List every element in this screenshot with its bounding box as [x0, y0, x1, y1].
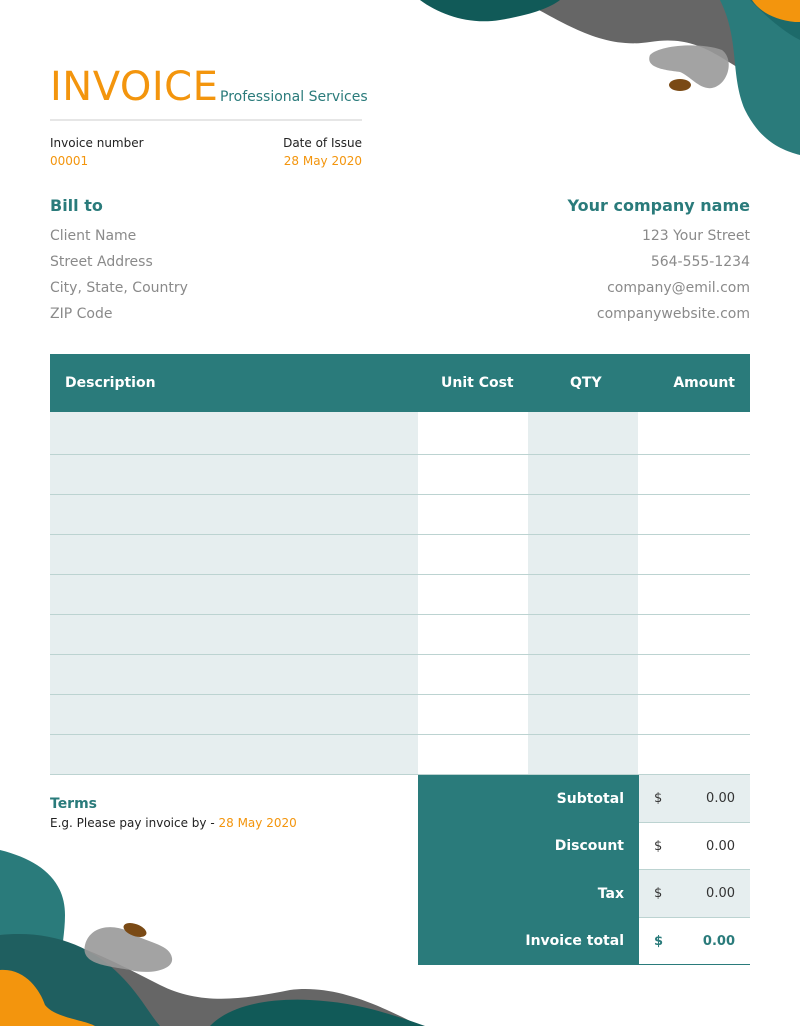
tax-currency: $ [654, 886, 663, 901]
tax-value-cell [639, 870, 750, 917]
bill-to-zip-code: ZIP Code [50, 306, 113, 322]
bill-to-client-name: Client Name [50, 228, 137, 244]
invoice-total-currency: $ [654, 934, 664, 949]
decorative-blobs-top [400, 0, 800, 160]
tax-label: Tax [597, 886, 624, 902]
table-row-divider [50, 454, 750, 455]
company-name-heading: Your company name [567, 196, 750, 215]
tax-value: 0.00 [706, 886, 735, 901]
totals-labels-panel [418, 775, 639, 965]
date-of-issue-value: 28 May 2020 [283, 154, 362, 168]
qty-column-shade [528, 412, 638, 774]
items-table-header [50, 354, 750, 412]
table-row-divider [50, 614, 750, 615]
invoice-total-label: Invoice total [525, 933, 624, 949]
decorative-blobs-bottom [0, 830, 440, 1026]
table-row-divider [50, 654, 750, 655]
discount-value: 0.00 [706, 839, 735, 854]
bill-to-street-address: Street Address [50, 254, 153, 270]
column-header-description: Description [65, 375, 156, 391]
subtotal-value: 0.00 [706, 791, 735, 806]
invoice-number-value: 00001 [50, 154, 89, 168]
table-row-divider [50, 694, 750, 695]
column-header-qty: QTY [570, 375, 602, 391]
discount-value-cell [639, 823, 750, 870]
invoice-title: INVOICE [50, 64, 219, 110]
title-divider [50, 119, 362, 121]
terms-due-date: 28 May 2020 [218, 816, 297, 830]
invoice-subtitle: Professional Services [220, 89, 368, 105]
table-row-divider [50, 734, 750, 735]
invoice-number-label: Invoice number [50, 136, 144, 150]
terms-heading: Terms [50, 796, 98, 812]
invoice-total-value-cell [639, 918, 750, 965]
subtotal-label: Subtotal [556, 791, 624, 807]
table-row-divider [50, 494, 750, 495]
subtotal-currency: $ [654, 791, 663, 806]
discount-currency: $ [654, 839, 663, 854]
description-column-shade [50, 412, 418, 774]
column-header-amount: Amount [673, 375, 735, 391]
terms-text [50, 816, 297, 830]
company-phone: 564-555-1234 [650, 254, 750, 270]
company-street: 123 Your Street [641, 228, 750, 244]
company-email: company@emil.com [607, 280, 750, 296]
terms-text-body: E.g. Please pay invoice by - [50, 816, 219, 830]
table-row-divider [50, 574, 750, 575]
subtotal-value-cell [639, 775, 750, 822]
discount-label: Discount [554, 838, 624, 854]
bill-to-heading: Bill to [50, 196, 103, 215]
table-row-divider [50, 534, 750, 535]
invoice-total-value: 0.00 [702, 934, 735, 949]
date-of-issue-label: Date of Issue [283, 136, 362, 150]
bill-to-city-state-country: City, State, Country [50, 280, 188, 296]
totals-bottom-rule [639, 964, 750, 965]
column-header-unit-cost: Unit Cost [441, 375, 514, 391]
company-website: companywebsite.com [596, 306, 750, 322]
